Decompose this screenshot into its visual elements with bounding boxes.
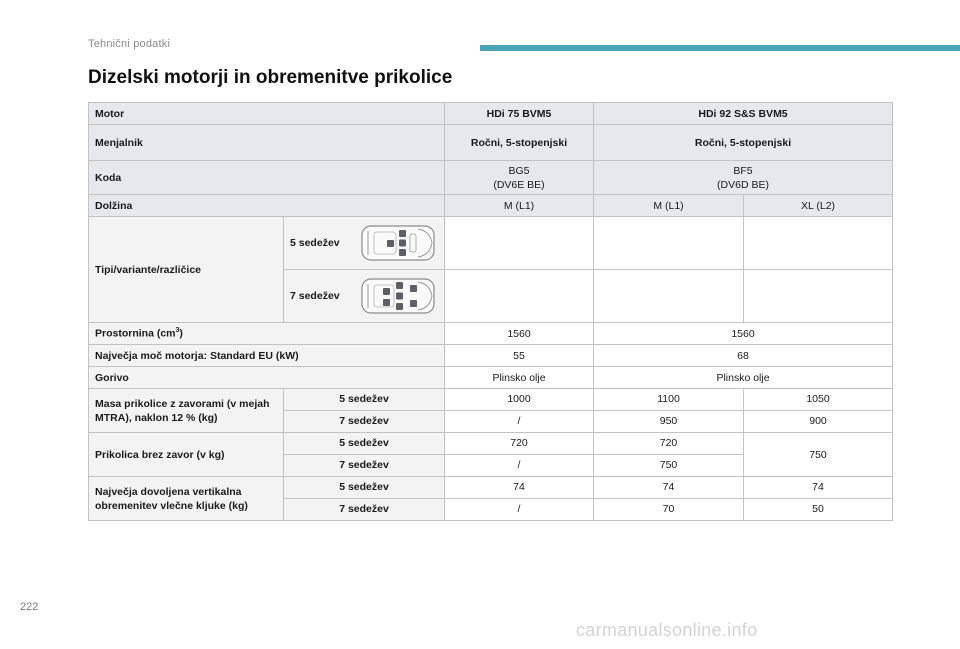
specs-table [88,102,893,521]
table-row [89,103,893,125]
brez-zavor-5-value-2: 720 [594,433,744,455]
vertikalna-5-value-2: 74 [594,477,744,499]
seats-7-cell [284,270,445,323]
prostornina-label-text: Prostornina (cm [95,327,176,340]
masa-5-value-3: 1050 [744,389,893,411]
table-row [89,323,893,345]
table-row [89,125,893,161]
seats-5-empty-1 [445,217,594,270]
brez-zavor-7-seats: 7 sedežev [284,455,445,477]
masa-7-seats: 7 sedežev [284,411,445,433]
seats-5-empty-3 [744,217,893,270]
brez-zavor-7-value-2: 750 [594,455,744,477]
brez-zavor-5-value-1: 720 [445,433,594,455]
accent-bar [480,45,960,51]
van-7-seats-icon [358,276,438,316]
brez-zavor-value-3: 750 [744,433,893,477]
page-title: Dizelski motorji in obremenitve prikolice [88,67,453,88]
masa-7-value-1: / [445,411,594,433]
prostornina-value-2: 1560 [594,323,893,345]
gorivo-value-2: Plinsko olje [594,367,893,389]
brez-zavor-7-value-1: / [445,455,594,477]
koda-label: Koda [89,161,445,195]
table-row [89,433,893,455]
prostornina-value-1: 1560 [445,323,594,345]
dolzina-label: Dolžina [89,195,445,217]
vertikalna-5-value-1: 74 [445,477,594,499]
seats-5-empty-2 [594,217,744,270]
motor-label: Motor [89,103,445,125]
masa-label: Masa prikolice z zavorami (v mejah MTRA), naklon 12 % (kg) [89,389,284,433]
dolzina-value-3: XL (L2) [744,195,893,217]
van-5-seats-icon [358,223,438,263]
moc-label: Največja moč motorja: Standard EU (kW) [89,345,445,367]
masa-5-value-1: 1000 [445,389,594,411]
table-row [89,367,893,389]
vertikalna-7-value-3: 50 [744,499,893,521]
brez-zavor-label: Prikolica brez zavor (v kg) [89,433,284,477]
seats-7-empty-3 [744,270,893,323]
masa-7-value-2: 950 [594,411,744,433]
vertikalna-7-seats: 7 sedežev [284,499,445,521]
vertikalna-label: Največja dovoljena vertikalna obremenitev vlečne kljuke (kg) [89,477,284,521]
koda-value-1-line2: (DV6E BE) [493,178,545,191]
koda-value-2 [594,161,893,195]
vertikalna-7-value-2: 70 [594,499,744,521]
seats-7-label: 7 sedežev [290,290,340,302]
prostornina-label-end: ) [179,327,183,340]
table-row [89,345,893,367]
koda-value-1-line1: BG5 [508,164,530,177]
brez-zavor-5-seats: 5 sedežev [284,433,445,455]
seats-7-empty-2 [594,270,744,323]
table-row [89,477,893,499]
vertikalna-5-seats: 5 sedežev [284,477,445,499]
table-row [89,389,893,411]
table-row [89,217,893,270]
gorivo-label: Gorivo [89,367,445,389]
masa-5-seats: 5 sedežev [284,389,445,411]
moc-value-1: 55 [445,345,594,367]
section-label: Tehnični podatki [88,38,171,50]
koda-value-2-line1: BF5 [733,164,753,177]
gorivo-value-1: Plinsko olje [445,367,594,389]
watermark: carmanualsonline.info [576,620,758,640]
dolzina-value-1: M (L1) [445,195,594,217]
moc-value-2: 68 [594,345,893,367]
motor-value-2: HDi 92 S&S BVM5 [594,103,893,125]
masa-7-value-3: 900 [744,411,893,433]
seats-7-empty-1 [445,270,594,323]
table-row [89,195,893,217]
seats-5-cell [284,217,445,270]
menjalnik-label: Menjalnik [89,125,445,161]
vertikalna-7-value-1: / [445,499,594,521]
dolzina-value-2: M (L1) [594,195,744,217]
prostornina-label-sup: 3 [175,327,180,335]
menjalnik-value-1: Ročni, 5-stopenjski [445,125,594,161]
menjalnik-value-2: Ročni, 5-stopenjski [594,125,893,161]
motor-value-1: HDi 75 BVM5 [445,103,594,125]
vertikalna-5-value-3: 74 [744,477,893,499]
tipi-label: Tipi/variante/različice [89,217,284,323]
seats-5-label: 5 sedežev [290,237,340,249]
table-row [89,161,893,195]
koda-value-2-line2: (DV6D BE) [717,178,769,191]
page-number: 222 [20,601,39,613]
masa-5-value-2: 1100 [594,389,744,411]
prostornina-label [89,323,445,345]
koda-value-1 [445,161,594,195]
